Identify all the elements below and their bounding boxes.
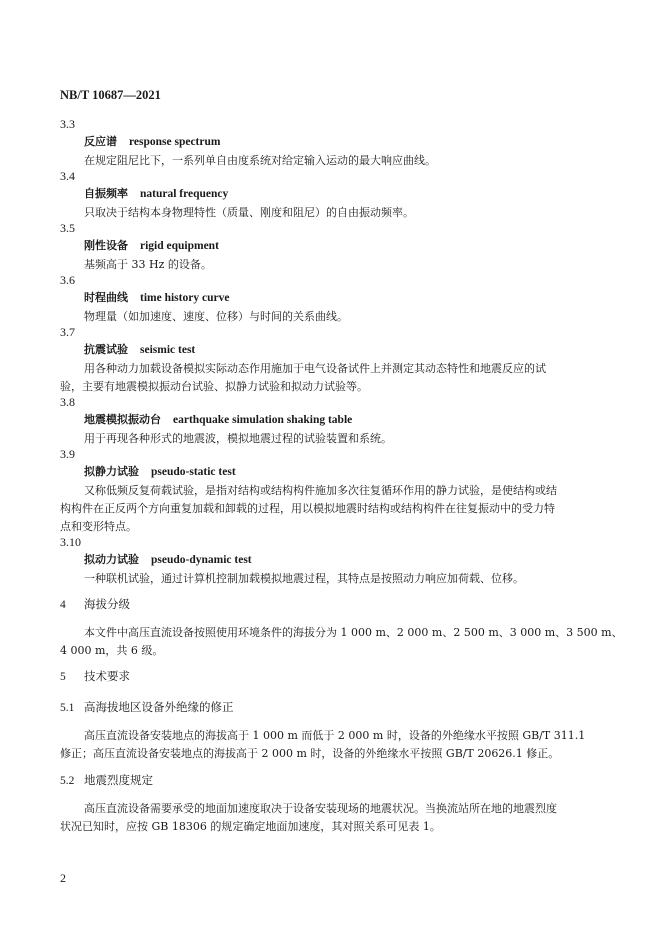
subsection-number: 5.2 xyxy=(60,775,75,787)
subsection-number: 5.1 xyxy=(60,702,75,714)
term-definition: 在规定阻尼比下，一系列单自由度系统对给定输入运动的最大响应曲线。 xyxy=(84,154,436,167)
paragraph: 高压直流设备需要承受的地面加速度取决于设备安装现场的地震状况。当换流站所在地的地震烈度 xyxy=(84,802,557,815)
term-title xyxy=(84,133,220,149)
term-en: natural frequency xyxy=(140,188,229,200)
term-number: 3.8 xyxy=(60,395,75,409)
paragraph-continued: 4 000 m，共 6 级。 xyxy=(60,644,164,657)
term-definition: 只取决于结构本身物理特性（质量、刚度和阻尼）的自由振动频率。 xyxy=(84,206,414,219)
paragraph: 高压直流设备安装地点的海拔高于 1 000 m 而低于 2 000 m 时，设备的外绝缘水平按照 GB/T 311.1 xyxy=(84,729,586,742)
term-number: 3.5 xyxy=(60,221,75,235)
term-definition-continued: 点和变形特点。 xyxy=(60,520,137,533)
term-en: seismic test xyxy=(140,344,196,356)
term-zh: 自振频率 xyxy=(84,187,128,200)
term-number: 3.4 xyxy=(60,169,75,183)
term-definition: 用各种动力加载设备模拟实际动态作用施加于电气设备试件上并测定其动态特性和地震反应的试 xyxy=(84,362,546,375)
term-en: response spectrum xyxy=(129,136,221,148)
term-number: 3.9 xyxy=(60,447,75,461)
term-definition: 物理量（如加速度、速度、位移）与时间的关系曲线。 xyxy=(84,310,348,323)
term-number: 3.6 xyxy=(60,273,75,287)
subsection-title: 高海拔地区设备外绝缘的修正 xyxy=(84,700,234,714)
subsection-heading xyxy=(60,772,153,788)
term-zh: 拟动力试验 xyxy=(84,553,139,566)
term-en: pseudo-dynamic test xyxy=(151,554,252,566)
subsection-title: 地震烈度规定 xyxy=(84,773,153,787)
term-zh: 地震模拟振动台 xyxy=(84,413,161,426)
term-zh: 反应谱 xyxy=(84,135,117,148)
page-number: 2 xyxy=(60,871,66,885)
section-number: 5 xyxy=(60,671,66,683)
term-en: time history curve xyxy=(140,292,230,304)
paragraph-continued: 状况已知时，应按 GB 18306 的规定确定地面加速度，其对照关系可见表 1。 xyxy=(60,820,441,833)
term-title xyxy=(84,411,352,427)
term-number: 3.3 xyxy=(60,117,75,131)
term-title xyxy=(84,289,229,305)
term-en: earthquake simulation shaking table xyxy=(173,414,353,426)
term-definition: 基频高于 33 Hz 的设备。 xyxy=(84,258,212,271)
paragraph-continued: 修正；高压直流设备安装地点的海拔高于 2 000 m 时，设备的外绝缘水平按照 GB/T 20626.1 修正。 xyxy=(60,747,560,760)
section-title: 海拔分级 xyxy=(84,597,130,611)
term-zh: 拟静力试验 xyxy=(84,465,139,478)
section-number: 4 xyxy=(60,599,66,611)
term-zh: 刚性设备 xyxy=(84,239,128,252)
document-code: NB/T 10687—2021 xyxy=(60,88,161,102)
section-heading xyxy=(60,668,130,684)
subsection-heading xyxy=(60,699,234,715)
term-number: 3.10 xyxy=(60,535,81,549)
section-title: 技术要求 xyxy=(84,669,130,683)
term-definition: 用于再现各种形式的地震波，模拟地震过程的试验装置和系统。 xyxy=(84,432,392,445)
term-zh: 抗震试验 xyxy=(84,343,128,356)
term-definition: 又称低频反复荷载试验，是指对结构或结构构件施加多次往复循环作用的静力试验，是使结构或结 xyxy=(84,484,557,497)
term-zh: 时程曲线 xyxy=(84,291,128,304)
term-title xyxy=(84,551,252,567)
term-title xyxy=(84,341,195,357)
term-title xyxy=(84,237,219,253)
term-title xyxy=(84,185,228,201)
term-en: rigid equipment xyxy=(140,240,219,252)
term-definition-continued: 验，主要有地震模拟振动台试验、拟静力试验和拟动力试验等。 xyxy=(60,380,368,393)
paragraph: 本文件中高压直流设备按照使用环境条件的海拔分为 1 000 m、2 000 m、2 500 m、3 000 m、3 500 m、 xyxy=(84,626,623,639)
term-en: pseudo-static test xyxy=(151,466,236,478)
section-heading xyxy=(60,596,130,612)
term-definition-continued: 构构件在正反两个方向重复加载和卸载的过程，用以模拟地震时结构或结构构件在往复振动中的受力特 xyxy=(60,502,555,515)
term-definition: 一种联机试验，通过计算机控制加载模拟地震过程，其特点是按照动力响应加荷载、位移。 xyxy=(84,572,524,585)
term-title xyxy=(84,463,236,479)
term-number: 3.7 xyxy=(60,325,75,339)
